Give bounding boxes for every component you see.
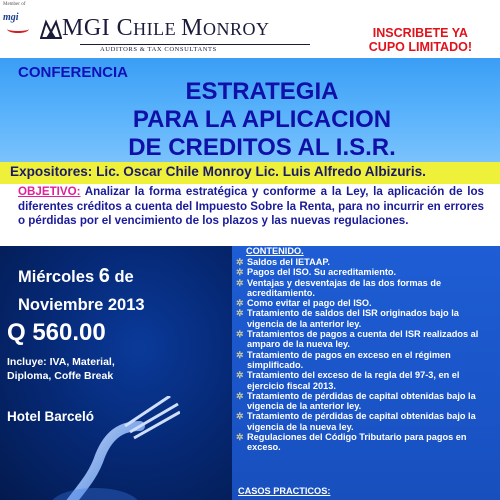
star-bullet-icon: ✲ [236,432,244,443]
list-item: ✲ Tratamiento de pérdidas de capital obtenidas bajo la vigencia de la anterior ley. [236,390,476,412]
mgi-small-logo [3,9,33,39]
list-item: ✲ Tratamientos de pagos a cuenta del ISR realizados al amparo de la nueva ley. [236,329,479,350]
list-item: ✲ Tratamiento de saldos del ISR originados bajo la vigencia de la anterior ley. [236,308,459,329]
title-line-3: DE CREDITOS AL I.S.R. [128,134,396,161]
title-line-2: PARA LA APLICACION [132,106,392,133]
speakers-bar [0,162,500,184]
date-line-1: Miércoles 6 de [18,265,134,287]
event-title [102,78,422,162]
star-bullet-icon: ✲ [236,257,244,267]
price-includes: Incluye: IVA, Material, Diploma, Coffe Break [7,356,115,382]
mgi-small-logo-text: mgi [3,12,19,23]
content-title: CONTENIDO. [246,246,304,256]
list-item: ✲ Como evitar el pago del ISO. [236,298,372,309]
event-price: Q 560.00 [7,319,106,346]
list-item: ✲ Tratamiento del exceso de la regla del 97-3, en el ejercicio fiscal 2013. [236,370,460,391]
list-item: ✲ Saldos del IETAAP. [236,257,330,267]
event-venue: Hotel Barceló [7,409,95,424]
member-of-label: Member of [3,2,26,7]
date-line-2: Noviembre 2013 [18,296,145,314]
content-list [236,257,496,453]
promo-callout [369,26,472,54]
objective-section [0,184,500,246]
swoosh-icon [7,25,29,33]
conference-label: CONFERENCIA [18,64,129,81]
mgi-mark-icon [40,18,62,40]
list-item: ✲ Ventajas y desventajas de las dos formas de acreditamiento. [236,277,442,298]
logo-divider [80,44,310,45]
objective-paragraph [18,185,484,229]
list-item: ✲ Tratamiento de pagos en exceso en el régimen simplificado. [236,349,451,370]
speakers-text: Expositores: Lic. Oscar Chile Monroy Lic. Luis Alfredo Albizuris. [10,164,426,179]
star-bullet-icon: ✲ [236,308,244,319]
list-item: ✲ Tratamiento de pérdidas de capital obtenidas bajo la vigencia de la nueva ley. [236,411,476,432]
list-item: ✲ Regulaciones del Código Tributario para pagos en exceso. [236,432,467,453]
event-date [18,262,145,319]
firm-logo [40,14,340,53]
promo-line-1: INSCRIBETE YA [372,26,468,40]
firm-subtitle: AUDITORS & TAX CONSULTANTS [100,46,217,53]
star-bullet-icon: ✲ [236,267,244,278]
firm-name: MGI CHILE MONROY [62,15,270,41]
objective-label: OBJETIVO: [18,185,81,198]
objective-text: Analizar la forma estratégica y conforme a la Ley, la aplicación de los diferentes créditos a cuenta del Impuesto Sobre la Renta, para no incurrir en errores o pérdidas por el vencimiento de los plazos y las nuevas regulaciones. [18,185,484,227]
star-bullet-icon: ✲ [236,390,244,401]
star-bullet-icon: ✲ [236,411,244,422]
star-bullet-icon: ✲ [236,349,244,360]
promo-line-2: CUPO LIMITADO! [368,40,472,54]
star-bullet-icon: ✲ [236,370,244,381]
star-bullet-icon: ✲ [236,329,244,340]
case-studies-label: CASOS PRACTICOS: [238,486,331,496]
list-item: ✲ Pagos del ISO. Su acreditamiento. [236,267,397,278]
star-bullet-icon: ✲ [236,277,244,288]
date-day: 6 [98,265,110,287]
title-line-1: ESTRATEGIA [185,78,339,105]
star-bullet-icon: ✲ [236,298,244,309]
